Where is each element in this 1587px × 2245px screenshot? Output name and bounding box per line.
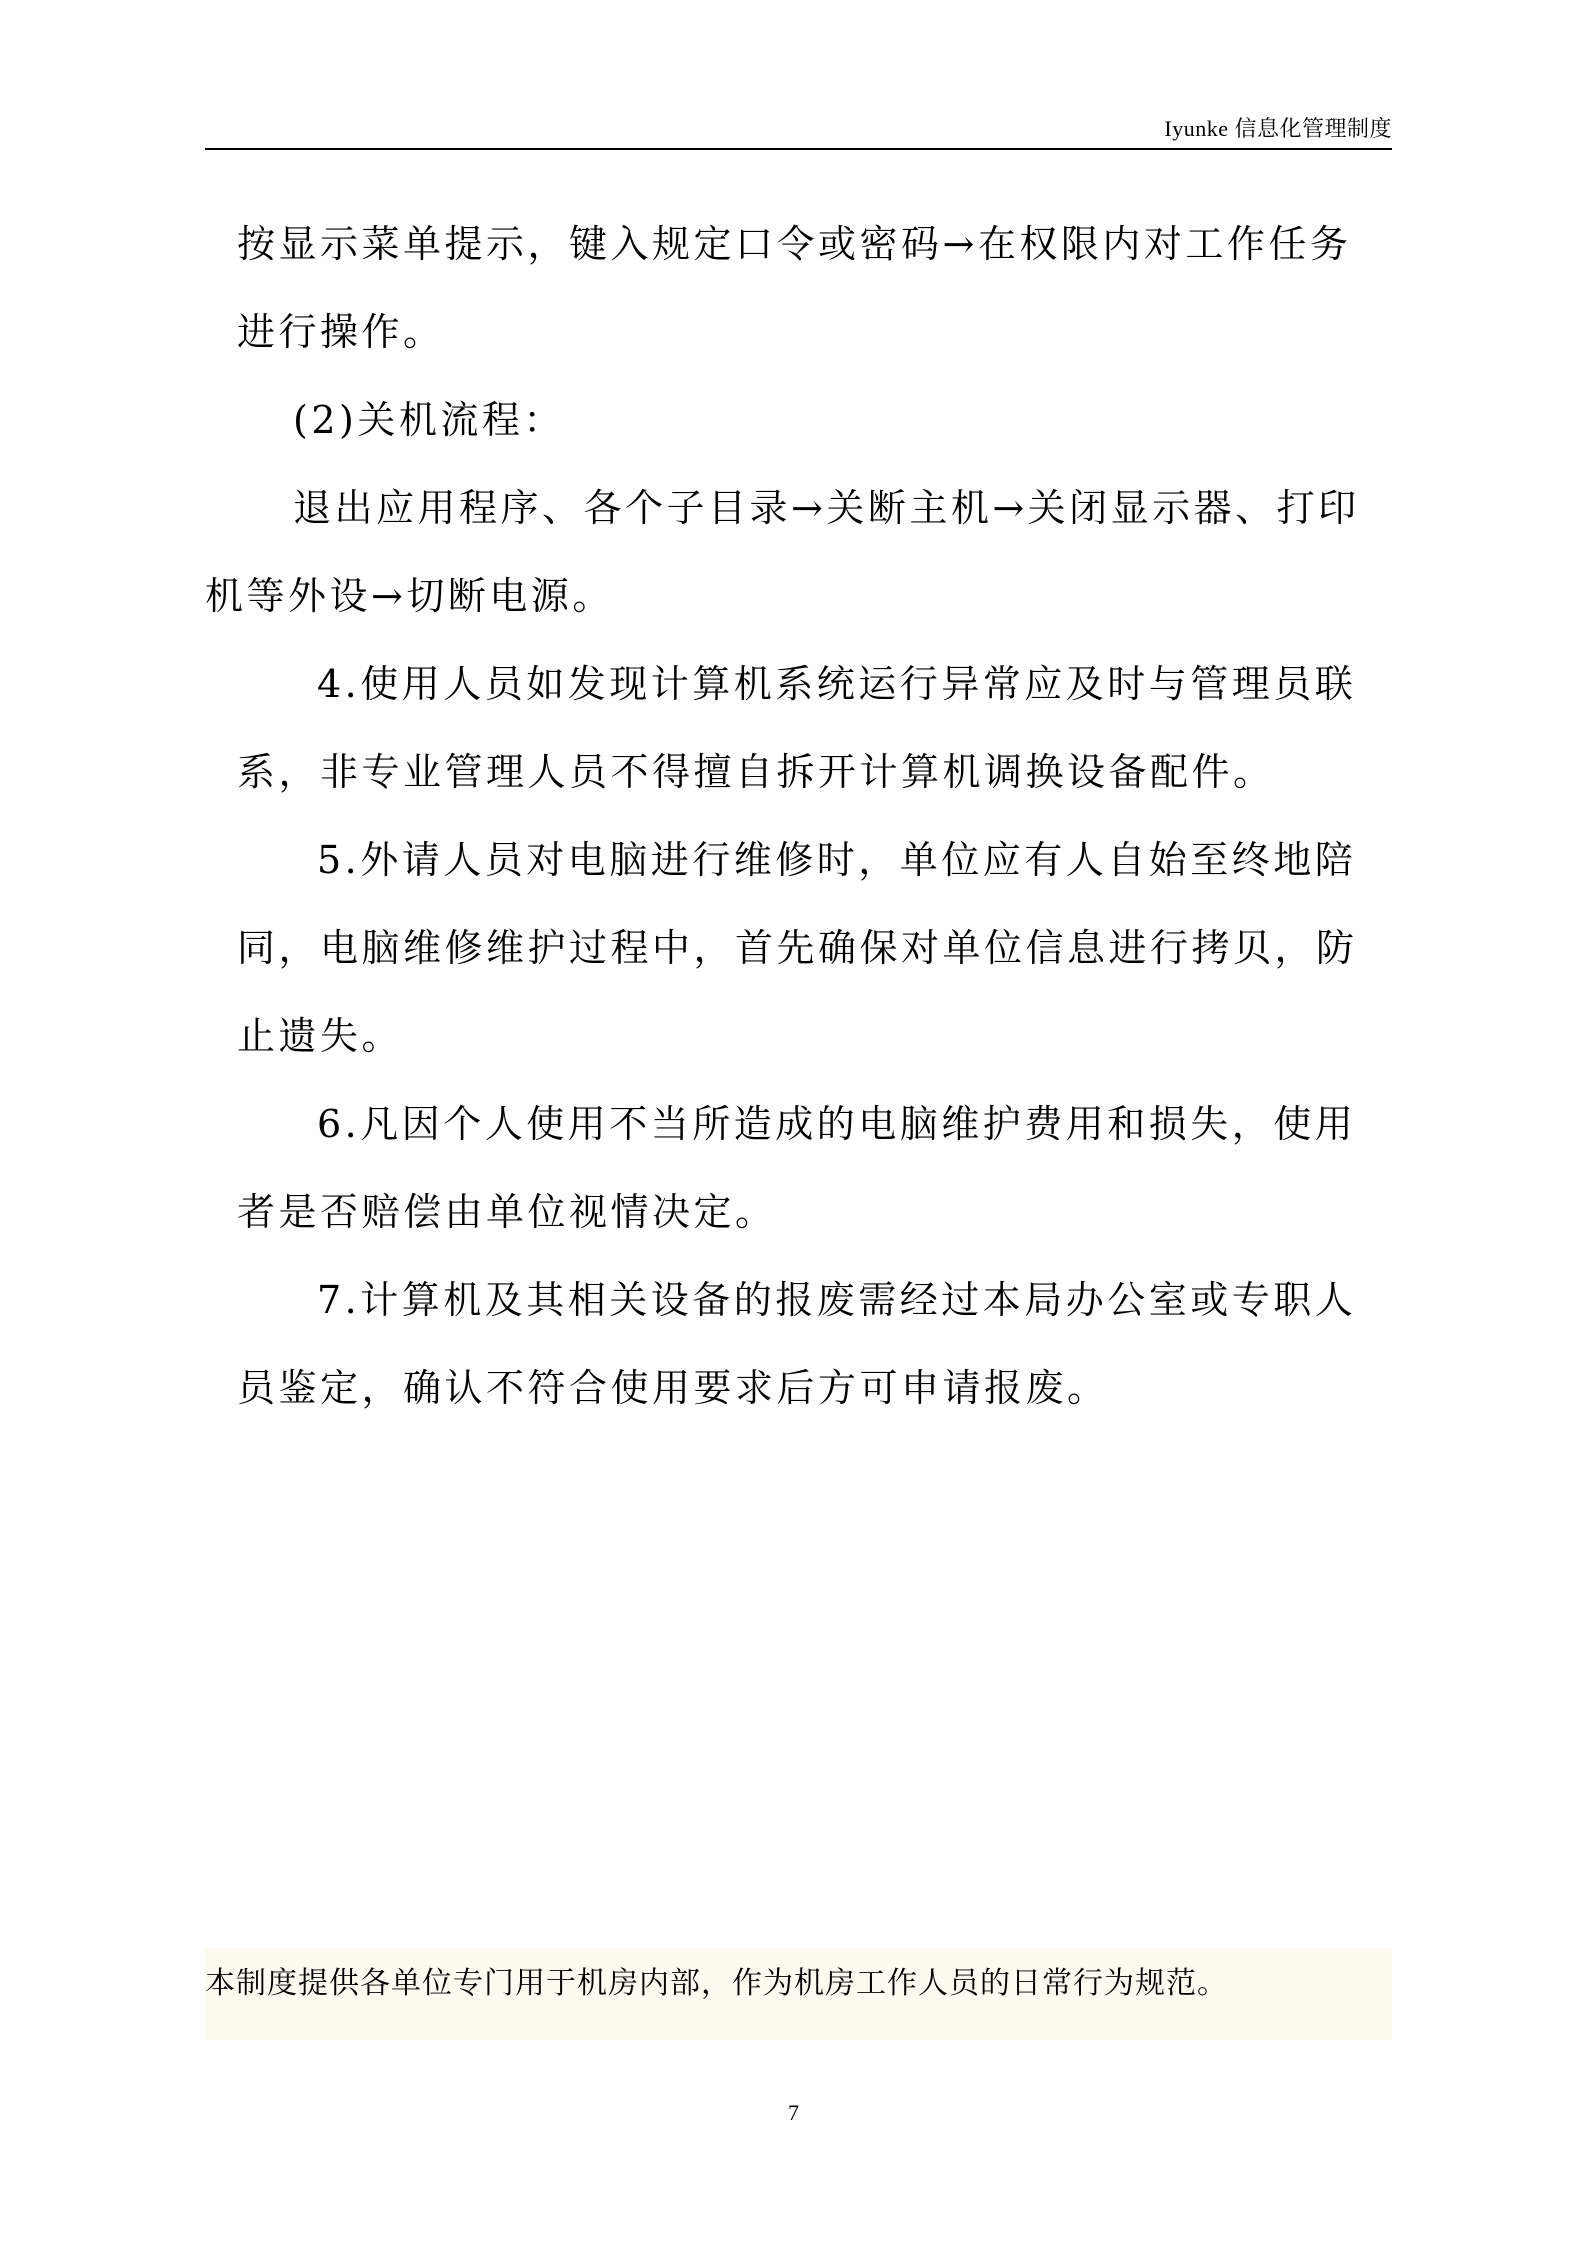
text-line: 4.使用人员如发现计算机系统运行异常应及时与管理员联 [317, 662, 1357, 706]
text-line: 退出应用程序、各个子目录→关断主机→关闭显示器、打印 [293, 486, 1360, 530]
paragraph-shutdown-heading [205, 376, 1392, 464]
text-line: 者是否赔偿由单位视情决定。 [237, 1190, 777, 1234]
footer-note-text: 本制度提供各单位专门用于机房内部，作为机房工作人员的日常行为规范。 [205, 1966, 1228, 2001]
page-header [205, 108, 1392, 150]
paragraph-startup-continued [205, 200, 1392, 376]
text-line: 员鉴定，确认不符合使用要求后方可申请报废。 [237, 1366, 1109, 1410]
footer-note-box [205, 1948, 1392, 2040]
paragraph-shutdown-steps [205, 464, 1392, 640]
text-line: 进行操作。 [237, 310, 445, 354]
header-title: Iyunke 信息化管理制度 [1164, 116, 1392, 141]
text-line: 7.计算机及其相关设备的报废需经过本局办公室或专职人 [317, 1278, 1357, 1322]
text-line: 6.凡因个人使用不当所造成的电脑维护费用和损失，使用 [317, 1102, 1357, 1146]
text-line: 5.外请人员对电脑进行维修时，单位应有人自始至终地陪 [317, 838, 1357, 882]
document-body [205, 200, 1392, 1432]
text-line: 止遗失。 [237, 1014, 404, 1058]
page-number: 7 [788, 2100, 799, 2125]
paragraph-item-5 [205, 816, 1392, 1080]
paragraph-item-4 [205, 640, 1392, 816]
text-line: 同，电脑维修维护过程中，首先确保对单位信息进行拷贝，防 [237, 926, 1358, 970]
paragraph-item-6 [205, 1080, 1392, 1256]
text-line: 按显示菜单提示，键入规定口令或密码→在权限内对工作任务 [237, 222, 1352, 266]
text-line: 机等外设→切断电源。 [205, 574, 614, 618]
text-line: (2)关机流程： [293, 398, 565, 442]
text-line: 系，非专业管理人员不得擅自拆开计算机调换设备配件。 [237, 750, 1275, 794]
paragraph-item-7 [205, 1256, 1392, 1432]
